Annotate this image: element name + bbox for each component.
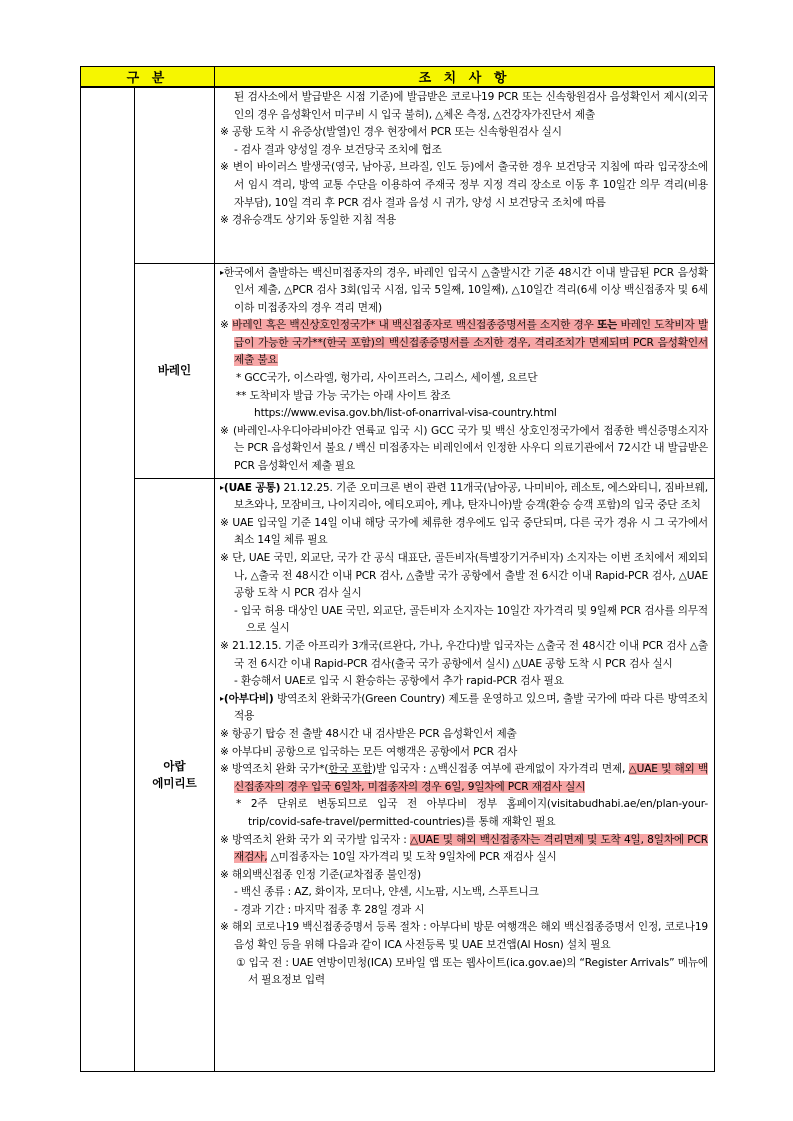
star-line: * 2주 단위로 변동되므로 입국 전 아부다비 정부 홈페이지(visitabudhabi.ae/en/plan-your-trip/covid-safe-travel/permitted-countries)를 통해 재확인 필요 [236, 798, 708, 828]
star-line: * GCC국가, 이스라엘, 헝가리, 사이프러스, 그리스, 세이셸, 요르단 [236, 372, 538, 385]
note-line: ※ 항공기 탑승 전 출발 48시간 내 검사받은 PCR 음성확인서 제출 [220, 727, 517, 740]
dash-line: - 경과 기간 : 마지막 접종 후 28일 경과 시 [234, 903, 425, 916]
measures-table [80, 66, 715, 1072]
triangle-bullet-icon: ▸ [220, 693, 224, 703]
region-cell [81, 87, 135, 1072]
dash-line: - 검사 결과 양성일 경우 보건당국 조치에 협조 [234, 143, 442, 156]
note-line: ※ UAE 입국일 기준 14일 이내 해당 국가에 체류한 경우에도 입국 중단되며, 다른 국가 경유 시 그 국가에서 최소 14일 체류 필요 [220, 516, 708, 547]
measures-cell-bahrain [215, 263, 715, 478]
header-category: 구 분 [81, 67, 215, 88]
text-line: 된 검사소에서 발급받은 시점 기준)에 발급받은 코로나19 PCR 또는 신속항원검사 음성확인서 제시(외국인의 경우 음성확인서 미구비 시 입국 불허), △체온 측정, △건강자가진단서 제출 [234, 91, 708, 121]
note-line: ※ 해외 코로나19 백신접종증명서 등록 절차 : 아부다비 방문 여행객은 해외 백신접종증명서 인정, 코로나19 음성 확인 등을 위해 다음과 같이 ICA 사전등록 및 UAE 보건앱(Al Hosn) 설치 필요 [220, 921, 708, 952]
bullet-line: ▸(아부다비) 방역조치 완화국가(Green Country) 제도를 운영하고 있으며, 출발 국가에 따라 다른 방역조치 적용 [220, 692, 708, 723]
dash-line: - 환승해서 UAE로 입국 시 환승하는 공항에서 추가 rapid-PCR 검사 필요 [234, 675, 564, 688]
measures-cell-uae [215, 478, 715, 1071]
note-line: ※ 단, UAE 국민, 외교단, 국가 간 공식 대표단, 골든비자(특별장기거주비자) 소지자는 이번 조치에서 제외되나, △출국 전 48시간 이내 PCR 검사, △출발 국가 공항에서 출발 전 6시간 이내 Rapid-PCR 검사, △UAE 공항 도착 시 PCR 검사 실시 [220, 552, 708, 600]
triangle-bullet-icon: ▸ [220, 267, 224, 277]
triangle-bullet-icon: ▸ [220, 482, 224, 492]
country-cell-bahrain: 바레인 [135, 263, 215, 478]
country-cell [135, 87, 215, 263]
dash-line: - 입국 허용 대상인 UAE 국민, 외교단, 골든비자 소지자는 10일간 자가격리 및 9일째 PCR 검사를 의무적으로 실시 [234, 604, 708, 635]
note-line: ※ (바레인-사우디아라비아간 연륙교 입국 시) GCC 국가 및 백신 상호인정국가에서 접종한 백신증명소지자는 PCR 음성확인서 불요 / 백신 미접종자는 비레인에서 인정한 사우디 의료기관에서 72시간 내 발급받은 PCR 음성확인서 제출 필요 [220, 424, 708, 473]
star-line: ** 도착비자 발급 가능 국가는 아래 사이트 참조 [236, 389, 451, 402]
measures-cell [215, 87, 715, 263]
step-line: ① 입국 전 : UAE 연방이민청(ICA) 모바일 앱 또는 웹사이트(ica.gov.ae)의 “Register Arrivals” 메뉴에서 필요정보 입력 [236, 956, 708, 987]
header-measures: 조 치 사 항 [215, 67, 715, 88]
url-text: https://www.evisa.gov.bh/list-of-onarrival-visa-country.html [254, 407, 557, 420]
country-cell-uae: 아랍 에미리트 [135, 478, 215, 1071]
note-line: ※ 경유승객도 상기와 동일한 지침 적용 [220, 214, 397, 227]
table-row [81, 478, 715, 1071]
note-line-highlight: ※ 바레인 혹은 백신상호인정국가* 내 백신접종자로 백신접종증명서를 소지한 경우 또는 바레인 도착비자 발급이 가능한 국가**(한국 포함)의 백신접종증명서를 소지한 경우, 격리조치가 면제되며 PCR 음성확인서 제출 불요 [220, 319, 708, 367]
note-line: ※ 21.12.15. 기준 아프리카 3개국(르완다, 가나, 우간다)발 입국자는 △출국 전 48시간 이내 PCR 검사 △출국 전 6시간 이내 Rapid-PCR 검사(출국 국가 공항에서 실시) △UAE 공항 도착 시 PCR 검사 실시 [220, 639, 708, 670]
note-line: ※ 변이 바이러스 발생국(영국, 남아공, 브라질, 인도 등)에서 출국한 경우 보건당국 지침에 따라 입국장소에서 임시 격리, 방역 교통 수단을 이용하여 주재국 정부 지정 격리 장소로 이동 후 10일간 의무 격리(비용 자부담), 10일 격리 후 PCR 검사 결과 음성 시 귀가, 양성 시 보건당국 조치에 따름 [220, 161, 708, 209]
note-line: ※ 아부다비 공항으로 입국하는 모든 여행객은 공항에서 PCR 검사 [220, 745, 518, 758]
dash-line: - 백신 종류 : AZ, 화이자, 모더나, 얀센, 시노팜, 시노백, 스푸트니크 [234, 886, 539, 899]
note-line-highlight: ※ 방역조치 완화 국가 외 국가발 입국자 : △UAE 및 해외 백신접종자는 격리면제 및 도착 4일, 8일차에 PCR 재검사, △미접종자는 10일 자가격리 및 도착 9일차에 PCR 재검사 실시 [220, 833, 709, 864]
note-line: ※ 공항 도착 시 유증상(발열)인 경우 현장에서 PCR 또는 신속항원검사 실시 [220, 126, 562, 139]
bullet-line: ▸한국에서 출발하는 백신미접종자의 경우, 바레인 입국시 △출발시간 기준 48시간 이내 발급된 PCR 음성확인서 제출, △PCR 검사 3회(입국 시점, 입국 5일째, 10일째), △10일간 격리(6세 이상 백신접종자 및 6세 이하 미접종자의 경우 격리 면제) [220, 266, 708, 314]
note-line: ※ 해외백신접종 인정 기준(교차접종 불인정) [220, 868, 421, 881]
note-line-highlight: ※ 방역조치 완화 국가*(한국 포함)발 입국자 : △백신접종 여부에 관계없이 자가격리 면제, △UAE 및 해외 백신접종자의 경우 입국 6일차, 미접종자의 경우 6일, 9일차에 PCR 재검사 실시 [220, 763, 708, 793]
bullet-line: ▸(UAE 공통) 21.12.25. 기준 오미크론 변이 관련 11개국(남아공, 나미비아, 레소토, 에스와티니, 짐바브웨, 보츠와나, 모잠비크, 나이지리아, 에티오피아, 케냐, 탄자니아)발 승객(환승 승객 포함)의 입국 중단 조치 [220, 481, 708, 512]
table-row [81, 87, 715, 263]
table-row [81, 263, 715, 478]
table-header-row [81, 67, 715, 88]
